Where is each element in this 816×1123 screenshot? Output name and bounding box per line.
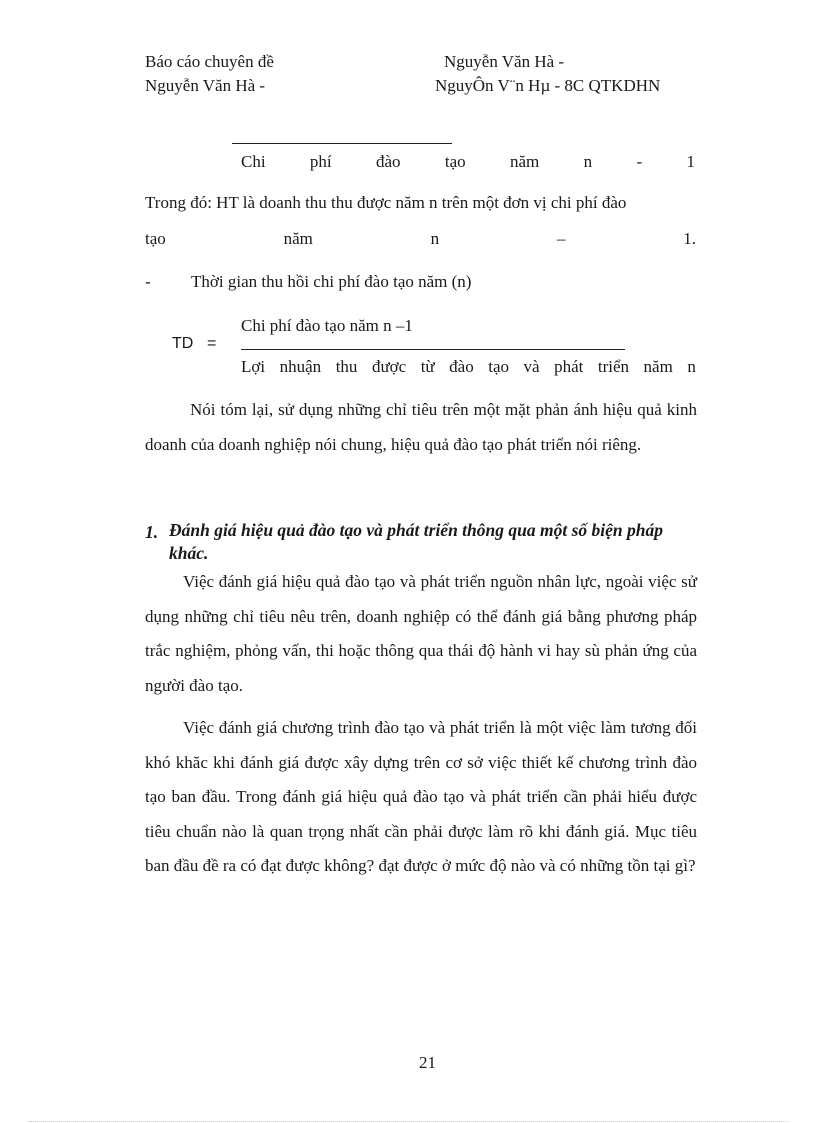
denominator-word: được (371, 357, 407, 376)
formula-top-denominator (241, 152, 695, 172)
denominator-word: nhuận (279, 357, 322, 376)
section-number: 1. (145, 522, 159, 542)
paragraph-1: Việc đánh giá hiệu quả đào tạo và phát triển nguồn nhân lực, ngoài việc sử dụng những chỉ tiêu nêu trên, doanh nghiệp có thể đánh giá bằng phương pháp trắc nghiệm, phỏng vấn, thi hoặc thông qua thái độ hành vi hay sù phản ứng của người đào tạo. (145, 572, 697, 695)
where-word: năm (283, 229, 313, 248)
formula-td-equals: = (207, 335, 217, 352)
denominator-word: và (523, 357, 540, 376)
formula-top-word: phí (309, 152, 332, 171)
header-right-line2: NguyÔn V¨n Hµ - 8C QTKDHN (435, 76, 661, 95)
formula-top-word: năm (510, 152, 540, 171)
summary-paragraph: Nói tóm lại, sử dụng những chỉ tiêu trên một mặt phản ánh hiệu quả kinh doanh của doanh nghiệp nói chung, hiệu quả đào tạo phát triển nói riêng. (145, 400, 697, 454)
denominator-word: n (687, 357, 696, 376)
formula-td-lhs: TD (172, 335, 194, 352)
formula-top-word: đào (375, 152, 401, 171)
header-left-line2: Nguyễn Văn Hà - (145, 76, 266, 95)
denominator-word: triển (597, 357, 630, 376)
formula-top-word: 1 (686, 152, 695, 171)
fraction-bar-top (232, 143, 452, 144)
denominator-word: tạo (488, 357, 509, 376)
formula-td-numerator: Chi phí đào tạo năm n –1 (241, 316, 413, 335)
paragraph-2: Việc đánh giá chương trình đào tạo và phát triển là một việc làm tương đối khó khăc khi đánh giá được xây dựng trên cơ sở việc thiết kế chương trình đào tạo ban đầu. Trong đánh giá hiệu quả đào tạo và phát triển cần phải hiểu được tiêu chuẩn nào là quan trọng nhất cần phải được làm rõ khi đánh giá. Mục tiêu ban đầu đề ra có đạt được không? đạt được ở mức độ nào và có những tồn tại gì? (145, 718, 697, 875)
where-text-line1: Trong đó: HT là doanh thu thu được năm n trên một đơn vị chi phí đào (145, 193, 627, 212)
header-right-line1: Nguyễn Văn Hà - (444, 52, 565, 71)
formula-top-word: tạo (444, 152, 466, 171)
formula-top-word: - (636, 152, 643, 171)
denominator-word: Lợi (241, 357, 266, 376)
page-bottom-border (28, 1121, 788, 1122)
formula-td-denominator (241, 357, 696, 377)
denominator-word: phát (554, 357, 584, 376)
header-left-line1: Báo cáo chuyên đề (145, 52, 274, 71)
fraction-bar-td (241, 349, 625, 350)
where-word: 1. (683, 229, 696, 248)
denominator-word: từ (420, 357, 435, 376)
where-word: – (556, 229, 566, 248)
section-title: Đánh giá hiệu quả đào tạo và phát triển thông qua một số biện pháp khác. (169, 520, 663, 563)
where-word: n (430, 229, 440, 248)
formula-top-word: n (583, 152, 593, 171)
denominator-word: thu (335, 357, 358, 376)
denominator-word: đào (449, 357, 474, 376)
formula-top-word: Chi (241, 152, 266, 171)
page-number: 21 (419, 1053, 436, 1072)
where-word: tạo (145, 229, 166, 248)
where-text-line2 (145, 229, 696, 249)
denominator-word: năm (643, 357, 673, 376)
bullet-marker: - (145, 272, 151, 291)
bullet-text: Thời gian thu hồi chi phí đào tạo năm (n) (191, 272, 472, 291)
